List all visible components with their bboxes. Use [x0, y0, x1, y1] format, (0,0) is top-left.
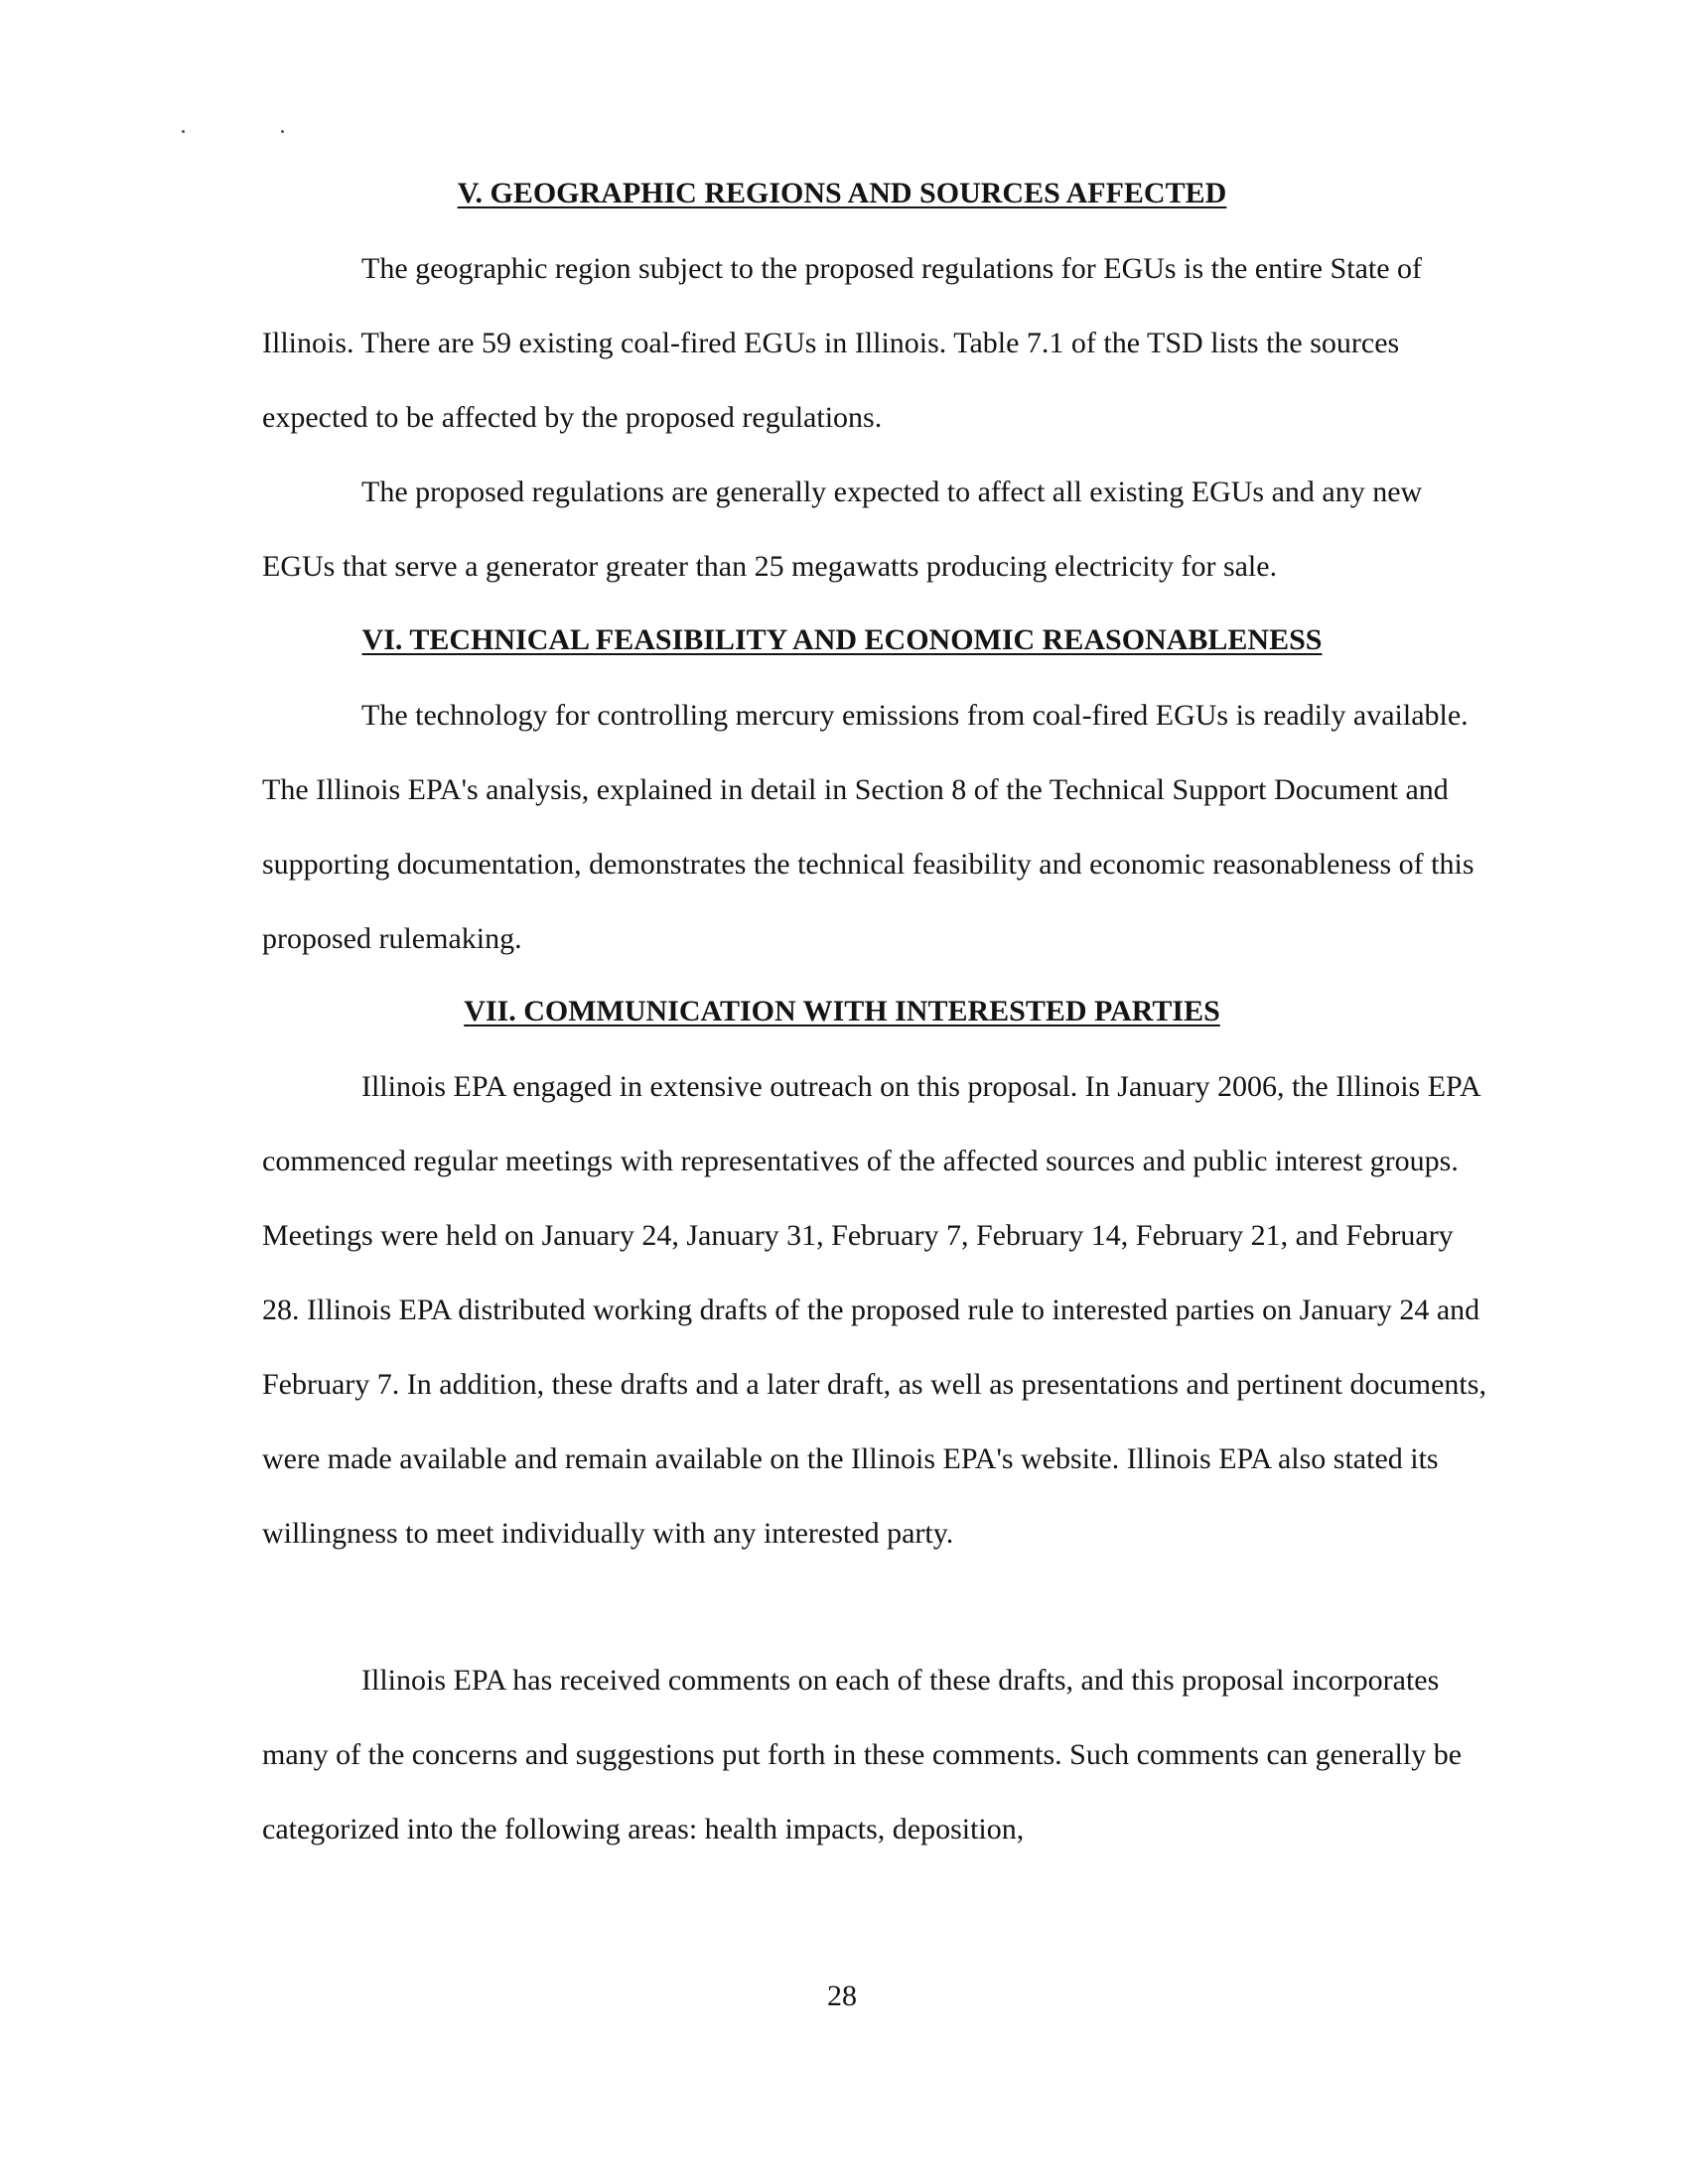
section-vii-paragraph-1: Illinois EPA engaged in extensive outreach on this proposal. In January 2006, the Illinois EPA commenced regular meetings with representatives of the affected sources and public interest groups. Meetings were held on January 24, January 31, February 7, February 14, February 21, and February 28. Illinois EPA distributed working drafts of the proposed rule to interested parties on January 24 and February 7. In addition, these drafts and a later draft, as well as presentations and pertinent documents, were made available and remain available on the Illinois EPA's website. Illinois EPA also stated its willingness to meet individually with any interested party.: [262, 1070, 1486, 1550]
section-vii-paragraph-2: Illinois EPA has received comments on each of these drafts, and this proposal incorporates many of the concerns and suggestions put forth in these comments. Such comments can generally be categorized into the following areas: health impacts, deposition,: [262, 1664, 1463, 1845]
section-v-paragraph-1: The geographic region subject to the proposed regulations for EGUs is the entire State of Illinois. There are 59 existing coal-fired EGUs in Illinois. Table 7.1 of the TSD lists the sources expected to be affected by the proposed regulations.: [262, 252, 1423, 434]
scan-artifact-dot: [182, 130, 185, 133]
section-vi-heading: VI. TECHNICAL FEASIBILITY AND ECONOMIC REASONABLENESS: [361, 623, 1323, 656]
section-v-paragraph-2: The proposed regulations are generally expected to affect all existing EGUs and any new EGUs that serve a generator greater than 25 megawatts producing electricity for sale.: [262, 476, 1423, 583]
section-vii-heading: VII. COMMUNICATION WITH INTERESTED PARTIES: [464, 995, 1220, 1027]
section-v-heading: V. GEOGRAPHIC REGIONS AND SOURCES AFFECTED: [457, 177, 1227, 209]
scan-artifact-dot: [281, 130, 284, 133]
page-number: 28: [827, 1979, 857, 2012]
section-vi-paragraph-1: The technology for controlling mercury emissions from coal-fired EGUs is readily available. The Illinois EPA's analysis, explained in detail in Section 8 of the Technical Support Document and supporting documentation, demonstrates the technical feasibility and economic reasonableness of this proposed rulemaking.: [262, 699, 1474, 955]
